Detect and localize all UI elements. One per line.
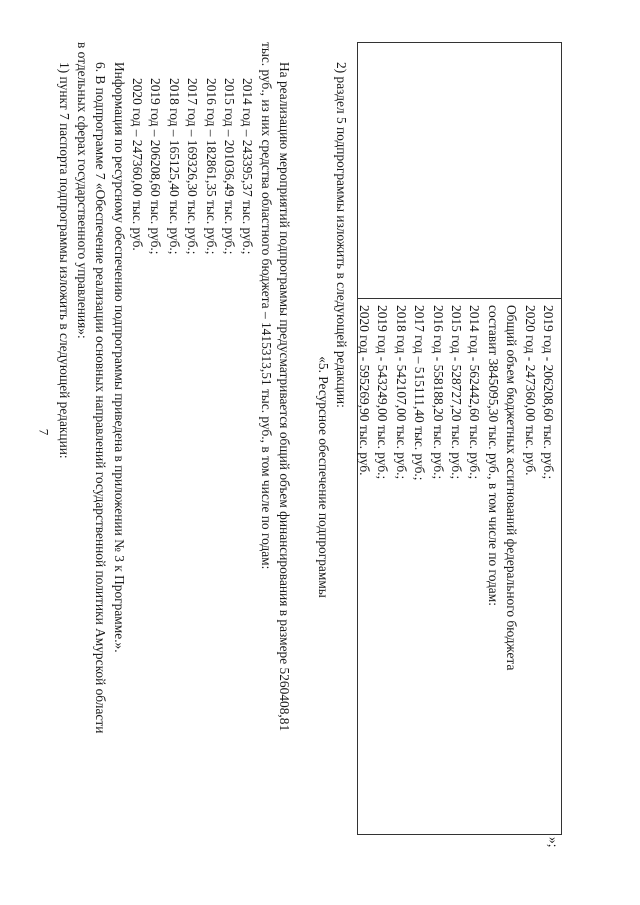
regional-year-line: 2020 год – 247360,00 тыс. руб. — [130, 78, 146, 251]
table-line: Общий объем бюджетных ассигнований федерального бюджета — [504, 305, 520, 671]
item6-line: 6. В подпрограмме 7 «Обеспечение реализации основных направлений государственной политики Амурской области — [93, 62, 109, 734]
regional-year-line: 2017 год – 169326,30 тыс. руб.; — [185, 78, 201, 255]
funding-paragraph-line: тыс. руб., из них средства областного бюджета – 1415313,51 тыс. руб., в том числе по годам: — [258, 42, 274, 570]
table-line: 2020 год - 247360,00 тыс. руб. — [522, 305, 538, 476]
table-line: 2018 год - 542107,00 тыс. руб.; — [393, 305, 409, 480]
regional-year-line: 2016 год – 182861,35 тыс. руб.; — [203, 78, 219, 255]
regional-year-line: 2015 год – 201036,49 тыс. руб.; — [222, 78, 238, 255]
table-closing-quote: »; — [546, 837, 561, 848]
table-line: 2016 год - 558188,20 тыс. руб.; — [430, 305, 446, 480]
table-right-cell — [355, 305, 557, 805]
table-line: 2019 год - 206208,60 тыс. руб.; — [541, 305, 556, 480]
regional-year-line: 2019 год – 206208,60 тыс. руб.; — [148, 78, 164, 255]
page-number: 7 — [36, 428, 52, 436]
section2-intro: 2) раздел 5 подпрограммы изложить в следующей редакции: — [334, 62, 349, 408]
section-heading: «5. Ресурсное обеспечение подпрограммы — [315, 356, 331, 598]
regional-year-line: 2018 год – 165125,40 тыс. руб.; — [166, 78, 182, 255]
table-line: 2017 год – 515111,40 тыс. руб.; — [412, 305, 428, 481]
table-column-divider — [358, 298, 561, 299]
regional-year-line: 2014 год – 243395,37 тыс. руб.; — [240, 78, 256, 255]
spacer — [293, 42, 313, 852]
table-line: 2020 год - 595269,90 тыс. руб. — [356, 305, 372, 476]
table-line: 2019 год - 543249,00 тыс. руб.; — [375, 305, 391, 480]
info-line: Информация по ресурсному обеспечению подпрограммы приведена в приложении № 3 к Программе.». — [111, 62, 127, 653]
table-line: 2014 год - 562442,60 тыс. руб.; — [467, 305, 483, 480]
passport-table — [357, 42, 562, 835]
body-text — [54, 42, 350, 852]
funding-paragraph-line: На реализацию мероприятий подпрограммы предусматривается общий объем финансирования в размере 5260408,81 — [277, 62, 293, 732]
item6-subitem: 1) пункт 7 паспорта подпрограммы изложить в следующей редакции: — [56, 62, 72, 459]
rotated-document-content — [2, 42, 562, 872]
table-line: 2015 год - 528727,20 тыс. руб.; — [448, 305, 464, 480]
table-line: составит 3845095,30 тыс. руб., в том числе по годам: — [485, 305, 501, 606]
item6-line: в отдельных сферах государственного управления»: — [74, 42, 90, 339]
